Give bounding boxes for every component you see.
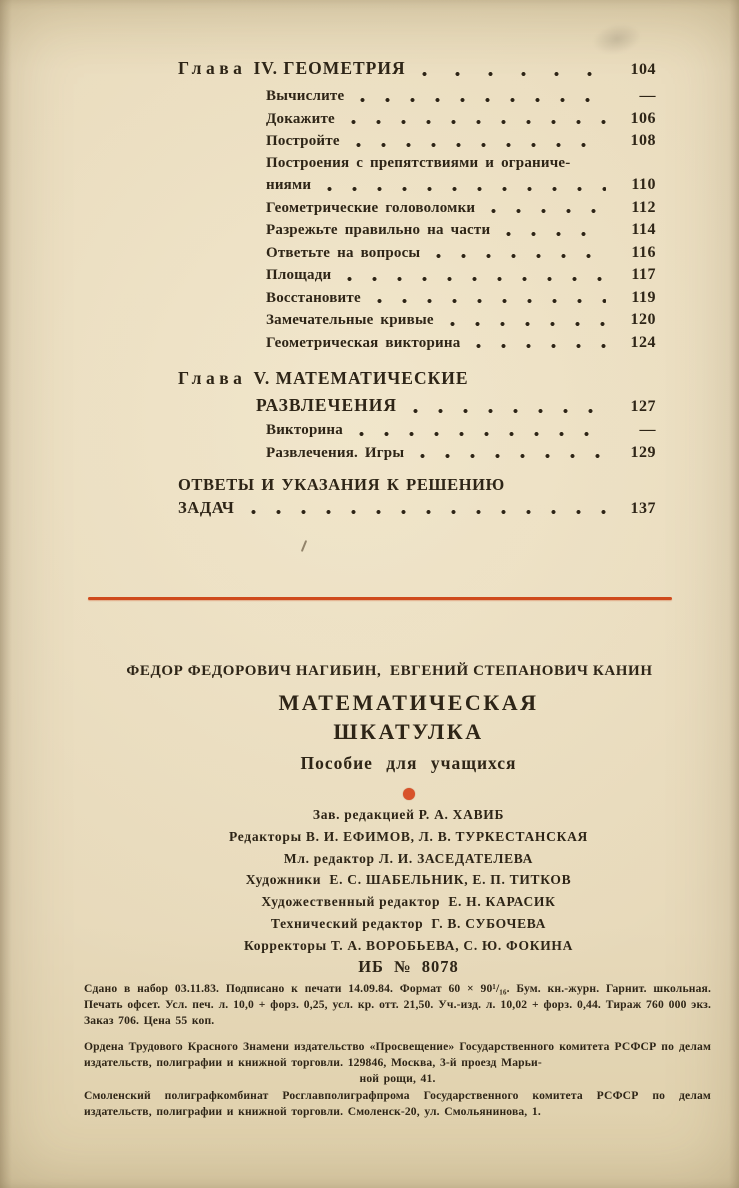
credit-line: Художники Е. С. ШАБЕЛЬНИК, Е. П. ТИТКОВ [245,872,572,888]
dot-leader [321,174,606,197]
toc-page-number: — [639,87,656,104]
toc-row [178,309,656,332]
toc-row [178,219,656,242]
toc-row [178,153,656,175]
toc-page-number: 114 [631,221,656,238]
toc-chapter-row [178,366,656,390]
imprint-printer: Смоленский полиграфкомбинат Росглавполиграфпрома Государственного комитета РСФСР по делам издательств, полиграфии и книжной торговли. Смоленск-20, ул. Смольянинова, 1. [84,1089,711,1118]
toc-entry-label: Геометрические головоломки [266,199,476,216]
credit-line: Зав. редакцией Р. А. ХАВИБ [312,807,505,822]
dot-leader [407,393,606,419]
imprint-publisher-body: Ордена Трудового Красного Знамени издательство «Просвещение» Государственного комитета РСФСР по делам издательств, полиграфии и книжной торговли. 129846, Москва, 3-й проезд Марьи- [84,1040,711,1069]
book-title-line2: ШКАТУЛКА [333,719,484,744]
toc-page-number: — [639,421,656,438]
credits-block [78,804,739,957]
book-title-line1: МАТЕМАТИЧЕСКАЯ [278,690,539,715]
toc-page-number: 137 [630,500,656,517]
toc-entry-label: Площади [266,267,332,283]
dot-leader [345,108,606,131]
dot-leader [371,287,606,310]
toc-row [178,287,656,310]
toc-section-label: ЗАДАЧ [178,498,235,517]
toc-row [178,108,656,131]
dot-leader [470,332,606,355]
dot-leader [354,85,606,108]
toc-page-number: 110 [631,176,656,193]
divider-rule [88,597,672,600]
pencil-smudge [589,19,644,59]
toc-row [178,264,656,287]
toc-page-number: 117 [631,266,656,283]
credit-line: Мл. редактор Л. И. ЗАСЕДАТЕЛЕВА [283,850,534,866]
table-of-contents [178,56,656,520]
imprint-print-data: Сдано в набор 03.11.83. Подписано к печати 14.09.84. Формат 60 × 90¹/₁₆. Бум. кн.-журн. Гарнит. школьная. Печать офсет. Усл. печ. л. 10,0 + форз. 0,25, усл. кр. отт. 21,50. Уч.-изд. л. 10,02 + форз. 0,44. Тираж 760 000 экз. Заказ 706. Цена 55 коп. [84,982,711,1027]
credit-line: Корректоры Т. А. ВОРОБЬЕВА, С. Ю. ФОКИНА [243,937,574,953]
dot-leader [414,442,606,465]
toc-entry-label: Докажите [266,110,335,127]
toc-row [178,130,656,153]
toc-entry-label: Замечательные кривые [266,312,434,328]
toc-page-number: 119 [631,288,656,306]
toc-entry-label: ниями [266,177,312,193]
toc-entry-label: Ответьте на вопросы [266,244,421,261]
toc-entry-label: Восстановите [266,289,361,306]
toc-chapter-word: Глава [178,368,247,388]
toc-row [178,419,656,442]
toc-page-number: 127 [630,398,656,415]
toc-row [178,332,656,355]
toc-row [178,442,656,465]
toc-row [178,242,656,265]
toc-chapter-title: IV. ГЕОМЕТРИЯ [253,58,406,78]
toc-page-number: 120 [630,311,656,328]
dot-leader [500,219,606,242]
toc-entry-label: Вычислите [266,88,345,104]
toc-page-number: 104 [630,61,656,78]
dot-leader [353,419,606,442]
orange-bullet-icon [403,788,415,800]
dot-leader [245,496,607,520]
imprint-publisher-lastline: ной рощи, 41. [359,1072,436,1085]
toc-entry-label: Разрежьте правильно на части [266,222,491,238]
toc-entry-label: Геометрическая викторина [266,334,461,351]
dot-leader [416,56,606,82]
toc-page-number: 106 [630,109,656,127]
toc-chapter-row [178,393,656,419]
toc-page-number: 112 [631,198,656,216]
imprint-publisher [84,1039,711,1087]
toc-entry-label: Развлечения. Игры [266,444,405,461]
toc-row [178,197,656,220]
toc-page-number: 129 [630,443,656,461]
book-subtitle: Пособие для учащихся [300,753,517,773]
toc-section-row [178,496,656,520]
dot-leader [430,242,606,265]
dot-leader [485,197,606,220]
credit-line: Художественный редактор Е. Н. КАРАСИК [261,894,556,910]
authors-line: ФЕДОР ФЕДОРОВИЧ НАГИБИН, ЕВГЕНИЙ СТЕПАНОВИЧ КАНИН [126,663,653,679]
dot-leader [444,309,606,332]
credit-line: Редакторы В. И. ЕФИМОВ, Л. В. ТУРКЕСТАНСКАЯ [229,828,588,844]
dot-leader [341,264,606,287]
dot-leader [350,130,606,153]
toc-chapter-title: РАЗВЛЕЧЕНИЯ [256,395,397,415]
toc-chapter-row [178,56,656,82]
toc-page-number: 116 [631,243,656,261]
toc-entry-label: Викторина [266,422,343,438]
toc-row [178,174,656,197]
toc-entry-label: Построения с препятствиями и ограниче- [266,154,571,171]
toc-chapter-word: Глава [178,58,247,78]
toc-row [178,85,656,108]
toc-chapter-title: V. МАТЕМАТИЧЕСКИЕ [253,368,469,388]
stray-ink-mark [301,540,307,552]
credit-line: Технический редактор Г. В. СУБОЧЕВА [270,915,547,931]
toc-page-number: 124 [630,333,656,351]
toc-entry-label: Постройте [266,133,340,149]
toc-section-row [178,473,656,496]
toc-section-label: ОТВЕТЫ И УКАЗАНИЯ К РЕШЕНИЮ [178,475,505,494]
ib-number: ИБ № 8078 [358,957,459,976]
toc-page-number: 108 [630,132,656,149]
